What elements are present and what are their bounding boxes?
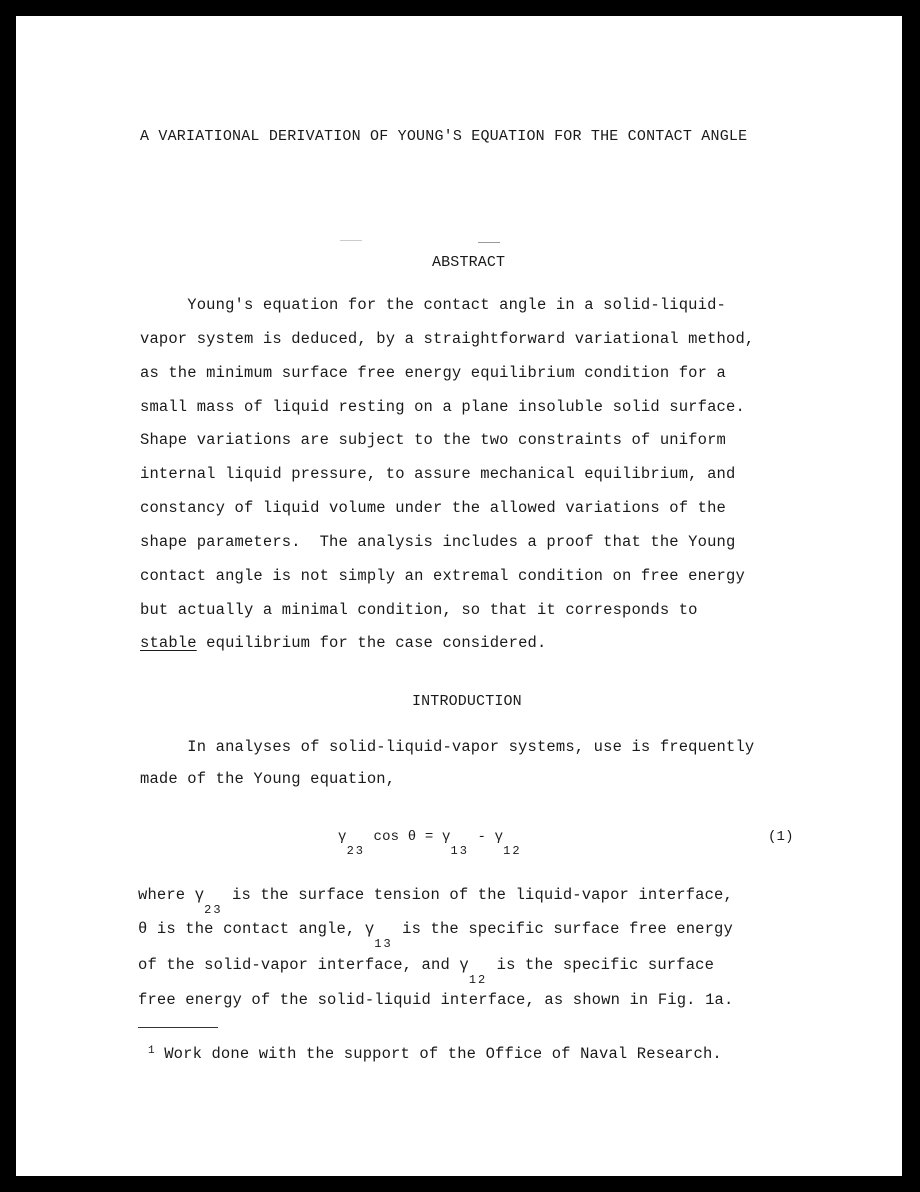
text: is the specific surface — [487, 956, 715, 974]
text: is the surface tension of the liquid-vapor interface, — [222, 886, 733, 904]
subscript: 13 — [374, 937, 393, 951]
abstract-line-last — [140, 634, 546, 652]
equation-text: - — [468, 829, 495, 845]
abstract-line: Shape variations are subject to the two constraints of uniform — [140, 431, 726, 449]
footnote-divider — [138, 1027, 218, 1028]
gamma-symbol: γ — [364, 920, 375, 938]
text: of the solid-vapor interface, and — [138, 956, 460, 974]
scan-smudge — [478, 242, 500, 243]
gamma-symbol: γ — [441, 829, 451, 845]
abstract-line: shape parameters. The analysis includes a proof that the Young — [140, 533, 736, 551]
abstract-line: as the minimum surface free energy equilibrium condition for a — [140, 364, 726, 382]
gamma-symbol: γ — [494, 829, 504, 845]
text: is the specific surface free energy — [392, 920, 733, 938]
intro-line: In analyses of solid-liquid-vapor systems, use is frequently — [140, 738, 755, 756]
subscript: 23 — [346, 844, 365, 858]
where-line — [138, 956, 715, 987]
footnote — [148, 1045, 722, 1065]
gamma-symbol: γ — [338, 829, 347, 845]
subscript: 13 — [450, 844, 469, 858]
text: where — [138, 886, 195, 904]
subscript: 12 — [503, 844, 522, 858]
subscript: 23 — [204, 903, 223, 917]
abstract-line: contact angle is not simply an extremal condition on free energy — [140, 567, 745, 585]
text: θ is the contact angle, — [138, 920, 365, 938]
document-page — [16, 16, 902, 1176]
paper-title: A VARIATIONAL DERIVATION OF YOUNG'S EQUATION FOR THE CONTACT ANGLE — [140, 128, 748, 145]
abstract-line: internal liquid pressure, to assure mechanical equilibrium, and — [140, 465, 736, 483]
abstract-line: but actually a minimal condition, so that it corresponds to — [140, 601, 698, 619]
intro-line: made of the Young equation, — [140, 770, 396, 788]
scan-smudge — [340, 240, 362, 241]
abstract-line-rest: equilibrium for the case considered. — [196, 634, 547, 652]
introduction-heading: INTRODUCTION — [412, 693, 522, 710]
abstract-line: Young's equation for the contact angle in a solid-liquid- — [140, 296, 726, 314]
footnote-marker: 1 — [148, 1045, 155, 1057]
emphasis-stable: stable — [140, 634, 197, 652]
where-line — [138, 920, 733, 951]
equation-text: cos θ = — [364, 829, 442, 845]
equation-1 — [338, 828, 522, 858]
abstract-heading: ABSTRACT — [432, 254, 506, 271]
abstract-line: small mass of liquid resting on a plane insoluble solid surface. — [140, 398, 745, 416]
where-line — [138, 886, 733, 917]
equation-number: (1) — [768, 829, 794, 845]
where-line: free energy of the solid-liquid interface, as shown in Fig. 1a. — [138, 991, 734, 1009]
footnote-text: Work done with the support of the Office of Naval Research. — [154, 1045, 722, 1063]
gamma-symbol: γ — [459, 956, 469, 974]
gamma-symbol: γ — [194, 886, 205, 904]
abstract-line: vapor system is deduced, by a straightforward variational method, — [140, 330, 755, 348]
subscript: 12 — [468, 973, 488, 987]
abstract-line: constancy of liquid volume under the allowed variations of the — [140, 499, 726, 517]
